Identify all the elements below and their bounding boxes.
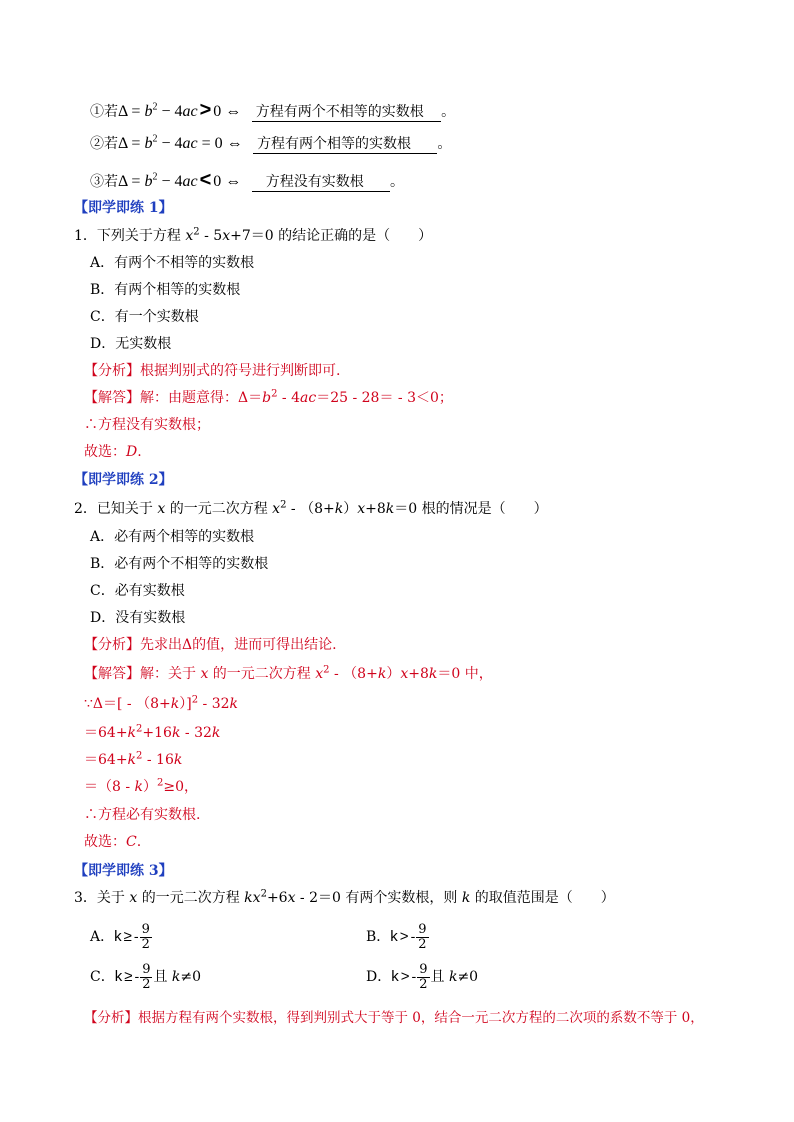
fraction — [140, 923, 152, 952]
text: 2．已知关于 — [74, 501, 158, 517]
step-4 — [84, 777, 198, 797]
answer-blank — [252, 103, 441, 122]
step-2 — [84, 723, 220, 743]
relation: > — [199, 99, 212, 121]
equals: = — [127, 135, 145, 152]
text: ＝64+ — [84, 752, 128, 768]
option-b: B．必有两个不相等的实数根 — [90, 556, 269, 572]
text: +6 — [266, 890, 288, 906]
minus-sign: - — [134, 969, 140, 985]
zero-iff: 0 ⇔ — [213, 173, 242, 190]
fraction — [416, 923, 428, 952]
var-x: x — [357, 501, 366, 517]
practice-2-header: 【即学即练 2】 — [74, 472, 173, 488]
exponent: 2 — [152, 101, 158, 113]
analysis-2: 【分析】先求出Δ的值，进而可得出结论. — [84, 637, 337, 653]
var-x: x — [157, 501, 166, 517]
text: 且 — [153, 969, 172, 985]
text: ）] — [179, 696, 192, 712]
var-ac: ac — [182, 103, 198, 120]
var-k: k — [127, 752, 137, 768]
formula — [118, 99, 242, 121]
var-k: k — [390, 928, 398, 945]
exponent: 2 — [323, 664, 330, 676]
option-b — [366, 922, 430, 952]
text: ） — [386, 666, 401, 682]
minus-sign: - — [411, 969, 417, 985]
text: 1．下列关于方程 — [74, 228, 186, 244]
analysis-1: 【分析】根据判别式的符号进行判断即可. — [84, 363, 341, 379]
denominator: 2 — [419, 976, 428, 992]
var-k: k — [377, 666, 387, 682]
text: 故选： — [84, 444, 126, 460]
text: ≠0 — [457, 969, 479, 985]
step-3 — [84, 750, 182, 770]
denominator: 2 — [141, 936, 150, 952]
option-c — [90, 962, 201, 992]
numerator: 9 — [142, 961, 151, 977]
answer-text: 方程没有实数根 — [265, 174, 364, 190]
text: +16 — [142, 725, 172, 741]
relation: = — [197, 135, 215, 152]
var-k: k — [171, 969, 181, 985]
period: 。 — [389, 174, 404, 190]
text: 故选： — [84, 834, 126, 850]
zero-iff: 0 ⇔ — [213, 103, 242, 120]
var-x: x — [272, 501, 281, 517]
numerator: 9 — [141, 921, 150, 937]
var-b: b — [262, 390, 272, 406]
text: ＝（8 - — [84, 779, 135, 795]
discriminant-case-3 — [90, 170, 404, 192]
var-k: k — [211, 725, 221, 741]
text: 且 — [430, 969, 449, 985]
exponent: 2 — [157, 777, 164, 789]
relation: ≥ — [123, 928, 132, 945]
option-label: A． — [90, 929, 115, 945]
minus-sign: - — [133, 929, 139, 945]
var-k: k — [171, 725, 181, 741]
option-d: D．没有实数根 — [90, 610, 186, 626]
text: - 4 — [277, 390, 301, 406]
option-c: C．有一个实数根 — [90, 309, 199, 325]
case-marker: ①若 — [90, 104, 118, 120]
denominator: 2 — [142, 976, 151, 992]
question-3 — [74, 888, 615, 908]
var-k: k — [385, 501, 395, 517]
practice-1-header: 【即学即练 1】 — [74, 200, 173, 216]
formula — [118, 169, 242, 191]
var-k: k — [134, 779, 144, 795]
text: ＝0 根的情况是（ ） — [394, 501, 548, 517]
text: - 16 — [142, 752, 174, 768]
text: ） — [343, 501, 358, 517]
question-2 — [74, 499, 548, 519]
discriminant-case-1 — [90, 100, 455, 122]
text: 3．关于 — [74, 890, 130, 906]
choice-letter: C — [126, 834, 137, 850]
relation: ≥ — [124, 968, 133, 985]
minus-term: − 4 — [157, 135, 183, 152]
text: 的取值范围是（ ） — [470, 890, 615, 906]
exponent: 2 — [271, 388, 278, 400]
text: 的一元二次方程 — [165, 501, 273, 517]
text: - 32 — [198, 696, 230, 712]
exponent: 2 — [136, 723, 143, 735]
minus-term: − 4 — [157, 173, 183, 190]
question-1 — [74, 226, 432, 246]
answer-text: 方程有两个不相等的实数根 — [255, 104, 424, 120]
exponent: 2 — [280, 499, 287, 511]
period: 。 — [437, 136, 452, 152]
var-kx: kx — [244, 890, 261, 906]
option-c: C．必有实数根 — [90, 583, 185, 599]
answer-blank — [252, 173, 390, 192]
relation: > — [400, 968, 410, 985]
answer-blank — [253, 135, 437, 154]
exponent: 2 — [193, 226, 200, 238]
minus-term: − 4 — [157, 103, 183, 120]
solution-1 — [84, 388, 453, 408]
relation: > — [399, 928, 409, 945]
var-k: k — [391, 968, 399, 985]
case-marker: ③若 — [90, 174, 118, 190]
var-k: k — [127, 725, 137, 741]
var-x: x — [315, 666, 324, 682]
var-k: k — [170, 696, 180, 712]
numerator: 9 — [419, 961, 428, 977]
text: ≥0， — [163, 779, 199, 795]
fraction — [140, 963, 152, 992]
text: ＝64+ — [84, 725, 128, 741]
var-ac: ac — [182, 173, 198, 190]
var-k: k — [114, 968, 123, 985]
conclusion-1: ∴方程没有实数根； — [84, 417, 210, 433]
period: 。 — [441, 104, 456, 120]
delta-symbol: Δ — [118, 135, 128, 152]
text: +8 — [365, 501, 386, 517]
var-k: k — [334, 501, 344, 517]
step-1 — [84, 694, 238, 714]
choice-1 — [84, 442, 142, 462]
minus-sign: - — [410, 929, 416, 945]
option-d: D．无实数根 — [90, 336, 172, 352]
var-k: k — [229, 696, 239, 712]
choice-letter: D — [126, 444, 138, 460]
option-a — [90, 922, 153, 952]
text: ＝25 - 28＝ - 3＜0； — [316, 390, 453, 406]
var-b: b — [144, 173, 153, 190]
var-k: k — [448, 969, 458, 985]
text: - 32 — [180, 725, 212, 741]
text: . — [136, 834, 142, 850]
numerator: 9 — [418, 921, 427, 937]
text: . — [137, 444, 142, 460]
var-x: x — [400, 666, 409, 682]
text: 的一元二次方程 — [137, 890, 245, 906]
var-k: k — [114, 928, 122, 945]
text: ＝0 中， — [437, 666, 493, 682]
relation: < — [199, 169, 212, 191]
denominator: 2 — [418, 936, 427, 952]
option-a: A．有两个不相等的实数根 — [90, 255, 255, 271]
exponent: 2 — [152, 171, 158, 183]
text: - （8+ — [286, 501, 335, 517]
equals: = — [127, 173, 145, 190]
text: ≠0 — [180, 969, 202, 985]
var-x: x — [287, 890, 296, 906]
var-x: x — [222, 228, 231, 244]
var-ac: ac — [182, 135, 198, 152]
text: - 5 — [199, 228, 223, 244]
var-b: b — [144, 135, 153, 152]
option-label: C． — [90, 969, 115, 985]
option-a: A．必有两个相等的实数根 — [90, 529, 255, 545]
text: +8 — [408, 666, 429, 682]
exponent: 2 — [152, 133, 158, 145]
exponent: 2 — [191, 694, 199, 706]
answer-text: 方程有两个相等的实数根 — [257, 136, 412, 152]
option-label: D． — [366, 969, 392, 985]
text: ∵Δ＝[ - （8+ — [84, 696, 171, 712]
var-k: k — [461, 890, 471, 906]
text: - （8+ — [329, 666, 378, 682]
var-x: x — [129, 890, 138, 906]
text: 【解答】解：由题意得：Δ＝ — [84, 390, 263, 406]
discriminant-case-2 — [90, 134, 451, 154]
zero-iff: 0 ⇔ — [214, 135, 243, 152]
practice-3-header: 【即学即练 3】 — [74, 863, 173, 879]
equals: = — [127, 103, 145, 120]
conclusion-2: ∴方程必有实数根. — [84, 807, 201, 823]
text: - 2＝0 有两个实数根，则 — [295, 890, 462, 906]
var-k: k — [428, 666, 438, 682]
text: 【解答】解：关于 — [84, 666, 201, 682]
option-label: B． — [366, 929, 391, 945]
solution-2 — [84, 664, 493, 684]
option-d — [366, 962, 478, 992]
delta-symbol: Δ — [118, 173, 128, 190]
var-ac: ac — [300, 390, 317, 406]
formula — [118, 135, 243, 152]
choice-2 — [84, 832, 141, 852]
exponent: 2 — [260, 888, 267, 900]
var-x: x — [185, 228, 194, 244]
case-marker: ②若 — [90, 136, 118, 152]
var-k: k — [173, 752, 183, 768]
analysis-3: 【分析】根据方程有两个实数根，得到判别式大于等于 0，结合一元二次方程的二次项的系数不等于 0， — [84, 1010, 704, 1026]
delta-symbol: Δ — [118, 103, 128, 120]
text: ） — [143, 779, 158, 795]
var-x: x — [200, 666, 209, 682]
var-b: b — [144, 103, 153, 120]
text: +7＝0 的结论正确的是（ ） — [230, 228, 433, 244]
fraction — [417, 963, 429, 992]
option-b: B．有两个相等的实数根 — [90, 282, 241, 298]
exponent: 2 — [136, 750, 143, 762]
text: 的一元二次方程 — [208, 666, 316, 682]
